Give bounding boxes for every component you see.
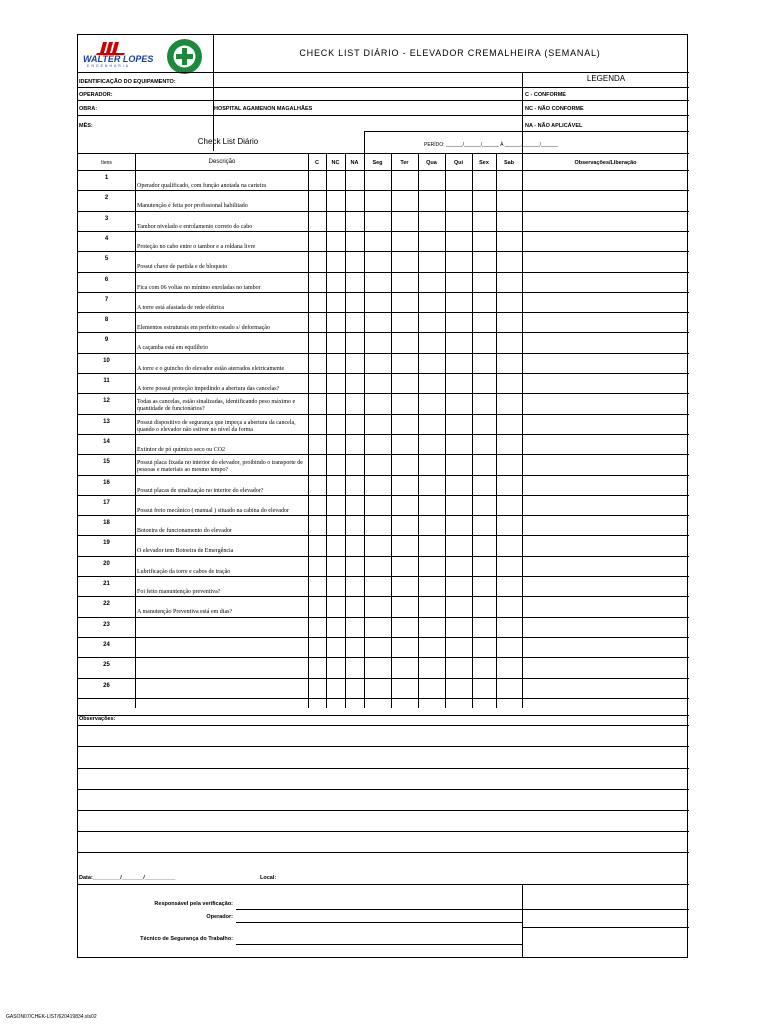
col-header-sex: Sex — [479, 160, 489, 166]
row-divider — [78, 353, 689, 354]
item-number: 22 — [103, 601, 110, 607]
item-number: 21 — [103, 581, 110, 587]
footer-file-reference: GASON07/CHEK-LIST/620419834.xls02 — [6, 1014, 97, 1020]
row-divider — [78, 637, 689, 638]
item-description-text: Botoeira de funcionamento do elevador — [137, 528, 232, 534]
item-description-text: Possui placa fixada no interior do elevador, proibindo o transporte de pessoas e materiais ao mesmo tempo? — [137, 460, 303, 473]
legend-conforme: C - CONFORME — [525, 92, 566, 98]
row-divider — [78, 678, 689, 679]
row-divider — [78, 475, 689, 476]
item-description-text: Foi feito manuntenção preventiva? — [137, 589, 221, 595]
col-header-description: Descrição — [208, 159, 236, 165]
row-divider — [78, 393, 689, 394]
item-number: 8 — [104, 317, 109, 323]
checklist-sheet — [77, 34, 688, 958]
observations-label: Observações: — [79, 716, 116, 722]
row-divider — [78, 576, 689, 577]
local-field: Local: — [260, 875, 277, 881]
safety-cross-icon — [166, 38, 203, 75]
equipment-label: IDENTIFICAÇÃO DO EQUIPAMENTO: — [79, 79, 176, 85]
item-description-text: Possui freio mecânico ( manual ) situado na cabina do elevador — [137, 508, 289, 514]
row-divider — [78, 332, 689, 333]
item-number: 14 — [103, 439, 110, 445]
item-description — [137, 457, 305, 474]
item-description — [137, 518, 305, 535]
item-description-text: Possui placas de sinalização no interior do elevador? — [137, 488, 264, 494]
legend-title: LEGENDA — [586, 74, 626, 83]
item-description-text: O elevador tem Botoeira de Emergência — [137, 548, 234, 554]
item-description — [137, 254, 305, 271]
item-description-text: A torre possui proteção impedindo a abertura das cancelas? — [137, 386, 280, 392]
item-number: 7 — [104, 297, 109, 303]
row-divider — [78, 272, 689, 273]
col-header-observations: Observações/Liberação — [574, 160, 637, 166]
item-number: 19 — [103, 540, 110, 546]
item-description — [137, 660, 305, 677]
item-number: 16 — [103, 480, 110, 486]
row-divider — [78, 495, 689, 496]
item-number: 24 — [103, 642, 110, 648]
period-field: PERÍDO: ______/______/______ À ______/______/______ — [424, 142, 558, 148]
col-header-item: Itens — [101, 160, 112, 166]
item-description — [137, 214, 305, 231]
col-header-qui: Qui — [453, 160, 464, 166]
item-description — [137, 173, 305, 190]
col-header-na: NA — [350, 160, 359, 166]
item-number: 13 — [103, 419, 110, 425]
legend-nao-conforme: NC - NÃO CONFORME — [525, 106, 584, 112]
logo-text: WALTER LOPES — [83, 54, 154, 64]
item-description — [137, 498, 305, 515]
item-description — [137, 559, 305, 576]
item-number: 4 — [104, 236, 109, 242]
item-number: 5 — [104, 256, 109, 262]
col-header-nc: NC — [331, 160, 340, 166]
item-description-text: Possui dispositivo de segurança que impeça a abertura da cancela, quando o elevador não estiver no nível da forma — [137, 420, 296, 433]
item-description — [137, 579, 305, 596]
obra-value: HOSPITAL AGAMENON MAGALHÃES — [214, 106, 313, 112]
item-number: 12 — [103, 398, 110, 404]
row-divider — [78, 373, 689, 374]
item-number: 26 — [103, 683, 110, 689]
row-divider — [78, 515, 689, 516]
date-field: Data:_________/_______/__________ — [79, 875, 176, 881]
item-number: 20 — [103, 561, 110, 567]
item-description — [137, 193, 305, 210]
item-number: 1 — [104, 175, 109, 181]
row-divider — [78, 211, 689, 212]
item-number: 25 — [103, 662, 110, 668]
item-description — [137, 681, 305, 698]
row-divider — [78, 617, 689, 618]
item-description-text: Todas as cancelas, estão sinalizadas, identificando peso máximo e quantidade de funcionários? — [137, 399, 296, 412]
item-description-text: Manutenção é feita por profissional habilitado — [137, 203, 248, 209]
item-description — [137, 234, 305, 251]
item-description-text: Operador qualificado, com função anotada na carteira — [137, 183, 267, 189]
row-divider — [78, 251, 689, 252]
item-number: 6 — [104, 277, 109, 283]
row-divider — [78, 231, 689, 232]
row-divider — [78, 414, 689, 415]
item-description — [137, 356, 305, 373]
item-description — [137, 315, 305, 332]
legend-nao-aplicavel: NA - NÃO APLICÁVEL — [525, 123, 583, 129]
item-description-text: Elementos estruturais em perfeito estado s/ deformação — [137, 325, 270, 331]
operator-signature-label: Operador: — [206, 914, 233, 920]
safety-badge — [166, 38, 203, 75]
col-header-qua: Qua — [426, 160, 437, 166]
checklist-subtitle: Check List Diário — [197, 137, 259, 146]
item-description — [137, 599, 305, 616]
item-description-text: A torre e o guincho do elevador estão aterrados eletricamente — [137, 366, 285, 372]
item-number: 10 — [103, 358, 110, 364]
item-description — [137, 538, 305, 555]
item-number: 9 — [104, 337, 109, 343]
item-description-text: A caçamba está em equilíbrio — [137, 345, 208, 351]
row-divider — [78, 596, 689, 597]
item-description — [137, 396, 305, 413]
row-divider — [78, 535, 689, 536]
form-title: CHECK LIST DIÁRIO - ELEVADOR CREMALHEIRA (SEMANAL) — [299, 48, 601, 58]
item-description — [137, 275, 305, 292]
item-description-text: Tambor nivelado e enrolamento correto do cabo — [137, 224, 253, 230]
col-header-seg: Seg — [372, 160, 383, 166]
item-number: 3 — [104, 216, 109, 222]
item-description — [137, 640, 305, 657]
item-description-text: A manutenção Preventiva está em dias? — [137, 609, 233, 615]
item-description-text: Extintor de pó químico seco ou CO2 — [137, 447, 225, 453]
item-number: 18 — [103, 520, 110, 526]
row-divider — [78, 454, 689, 455]
item-description — [137, 437, 305, 454]
row-divider — [78, 190, 689, 191]
obra-label: OBRA: — [79, 106, 98, 112]
item-number: 11 — [103, 378, 110, 384]
item-description — [137, 478, 305, 495]
col-header-c: C — [315, 160, 319, 166]
row-divider — [78, 292, 689, 293]
item-description-text: Possui chave de partida e de bloqueio — [137, 264, 228, 270]
safety-technician-label: Técnico de Segurança do Trabalho: — [140, 936, 233, 942]
month-label: MÊS: — [79, 123, 93, 129]
row-divider — [78, 556, 689, 557]
item-number: 23 — [103, 622, 110, 628]
item-number: 17 — [103, 500, 110, 506]
row-divider — [78, 312, 689, 313]
item-description-text: Fica com 06 voltas no mínimo enroladas no tambor — [137, 285, 261, 291]
company-logo — [81, 39, 161, 69]
item-description-text: Proteção no cabo entre o tambor e a roldana livre — [137, 244, 256, 250]
item-description-text: A torre está afastada de rede elétrica — [137, 305, 224, 311]
row-divider — [78, 698, 689, 699]
row-divider — [78, 657, 689, 658]
item-number: 2 — [104, 195, 109, 201]
item-description — [137, 335, 305, 352]
col-header-sab: Sab — [503, 160, 515, 166]
item-description-text: Lubrificação da torre e cabos de tração — [137, 569, 231, 575]
col-header-ter: Ter — [400, 160, 409, 166]
row-divider — [78, 434, 689, 435]
item-description — [137, 620, 305, 637]
item-description — [137, 417, 305, 434]
operator-label: OPERADOR: — [79, 92, 113, 98]
item-description — [137, 295, 305, 312]
responsible-label: Responsável pela verificação: — [154, 901, 233, 907]
item-description — [137, 376, 305, 393]
item-number: 15 — [103, 459, 110, 465]
logo-subtext: ENGENHARIA — [87, 64, 131, 68]
